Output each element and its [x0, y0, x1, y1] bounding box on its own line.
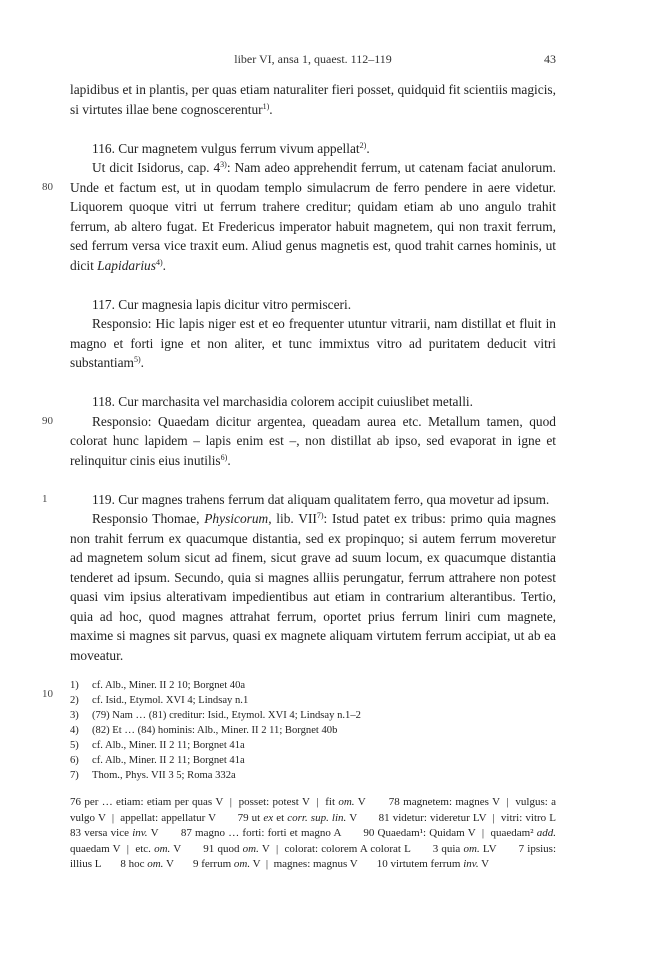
italic-title: Physicorum: [204, 511, 269, 526]
source-footnotes: [70, 678, 556, 783]
footnote-ref[interactable]: 1): [262, 101, 270, 111]
footnote-number: 7): [70, 770, 79, 781]
footnote-ref[interactable]: 2): [359, 140, 367, 150]
footnote: [70, 768, 556, 783]
footnote: [70, 723, 556, 738]
answer-116: [42, 158, 556, 275]
text-run: : Istud patet ex tribus: primo quia magnes non trahit ferrum ex quacumque distantia, sed ex propinquo; si autem ferrum moveretur ad magnetem solum sicut ad finem, sicut grave ad suum locum, ex quacumque distantia tenderet ad ipsum. Secundo, quia si magnes alliis perungatur, ferrum attrahere non potest quasi vim ipsius alterativam impedientibus aut etiam in contrarium alterantibus. Tertio, quia ad hoc, quod magnes attrahat ferrum, oportet prius ferrum liniri cum magnete, maxime si magnes sit parvus, quasi ex magnete aliquam virtutem ferrum accipiat, ut ab ea moveatur.: [70, 511, 557, 663]
answer-117: [70, 314, 556, 373]
text-run: .: [162, 257, 166, 273]
text-run: Responsio: Hic lapis niger est et eo frequenter utuntur vitrarii, nam distillat et fluit in magno et forti igne et non aliter, et tunc immixtus vitro ad puritatem deducit vitri substantiam: [70, 316, 556, 370]
footnote-ref[interactable]: 5): [133, 355, 141, 364]
text-run: , lib. VII: [268, 511, 317, 526]
text-run: 116. Cur magnetem vulgus ferrum vivum appellat: [92, 140, 360, 156]
text-run: .: [140, 355, 145, 370]
apparatus-siglum: om.: [154, 842, 171, 855]
footnote-text: (79) Nam … (81) creditur: Isid., Etymol. XVI 4; Lindsay n.1–2: [92, 710, 361, 721]
apparatus-text: V: [478, 858, 490, 870]
footnote-number: 5): [70, 740, 79, 751]
critical-apparatus: [70, 795, 576, 873]
question-116: [70, 139, 556, 159]
text-run: lapidibus et in plantis, per quas etiam naturaliter fieri posset, quidquid fit scientiis magicis, si virtutes illae bene cognoscerentur: [70, 82, 556, 117]
apparatus-siglum: om.: [147, 858, 164, 870]
footnote: [70, 738, 556, 753]
apparatus-text: V 9 ferrum: [163, 858, 234, 870]
line-number: 90: [42, 414, 53, 427]
footnote-text: cf. Alb., Miner. II 2 11; Borgnet 41a: [92, 755, 245, 766]
apparatus-text: V 78 magnetem: magnes V | vulgus: a vulgo V | appellat: appellatur V 79 ut: [70, 796, 559, 824]
apparatus-text: et: [273, 811, 288, 824]
text-run: Responsio Thomae,: [92, 511, 205, 526]
line-number: 10: [42, 687, 53, 700]
footnote-text: (82) Et … (84) hominis: Alb., Miner. II 2 11; Borgnet 40b: [92, 725, 338, 736]
page-number: 43: [544, 52, 556, 66]
footnote-text: cf. Isid., Etymol. XVI 4; Lindsay n.1: [92, 695, 249, 706]
apparatus-siglum: add.: [536, 827, 557, 839]
footnote-number: 3): [70, 710, 79, 721]
italic-title: Lapidarius: [97, 257, 156, 273]
apparatus-siglum: om.: [338, 796, 355, 808]
apparatus-text: V 91 quod: [170, 842, 243, 855]
text-run: Ut dicit Isidorus, cap. 4: [92, 160, 221, 175]
apparatus-text: LV 7 ipsius: illius L 8 hoc: [70, 842, 559, 870]
footnote-number: 1): [70, 680, 79, 691]
text-run: .: [366, 140, 370, 156]
paragraph-continuation: [70, 80, 556, 119]
answer-118: [42, 412, 556, 471]
text-run: 117. Cur magnesia lapis dicitur vitro permisceri.: [92, 296, 352, 312]
footnote: [70, 708, 556, 723]
apparatus-text: V 81 videtur: videretur LV | vitri: vitro L 83 versa vice: [70, 811, 576, 839]
question-118: [70, 392, 556, 412]
question-119: [42, 490, 556, 510]
apparatus-siglum: ex: [263, 811, 274, 824]
footnote: [70, 693, 556, 708]
apparatus-text: V | colorat: colorem A colorat L 3 quia: [258, 842, 464, 855]
apparatus-siglum: om.: [463, 842, 480, 855]
apparatus-text: quaedam V | etc.: [70, 827, 559, 855]
footnote-number: 4): [70, 725, 79, 736]
question-117: [70, 295, 556, 315]
line-number: 1: [42, 492, 48, 505]
text-run: 118. Cur marchasita vel marchasidia colorem accipit cuiuslibet metalli.: [92, 394, 474, 409]
apparatus-text: 76 per … etiam: etiam per quas V | posset: potest V | fit: [70, 796, 339, 808]
apparatus-text: V 87 magno … forti: forti et magno A 90 Quaedam¹: Quidam V | quaedam²: [147, 827, 537, 839]
text-run: .: [269, 101, 273, 117]
footnote: [70, 753, 556, 768]
footnote-number: 2): [70, 695, 79, 706]
apparatus-siglum: om.: [233, 858, 251, 870]
footnote-ref[interactable]: 6): [220, 452, 228, 462]
footnote-number: 6): [70, 755, 79, 766]
footnote-text: cf. Alb., Miner. II 2 11; Borgnet 41a: [92, 740, 245, 751]
line-number: 80: [42, 180, 53, 193]
text-run: 119. Cur magnes trahens ferrum dat aliquam qualitatem ferro, qua movetur ad ipsum.: [92, 491, 550, 507]
text-run: .: [227, 452, 231, 468]
apparatus-siglum: inv.: [132, 827, 148, 839]
apparatus-siglum: inv.: [463, 858, 479, 870]
apparatus-text: V | magnes: magnus V 10 virtutem ferrum: [250, 858, 464, 870]
footnote-ref[interactable]: 3): [220, 160, 227, 169]
running-title: liber VI, ansa 1, quaest. 112–119: [234, 52, 392, 66]
footnote-text: Thom., Phys. VII 3 5; Roma 332a: [92, 770, 236, 781]
footnote: [70, 678, 556, 693]
footnote-ref[interactable]: 4): [155, 257, 163, 267]
apparatus-siglum: om.: [242, 842, 259, 855]
footnote-text: cf. Alb., Miner. II 2 10; Borgnet 40a: [92, 680, 246, 691]
text-run: : Nam adeo apprehendit ferrum, ut catenam faciat anulorum. Unde et factum est, ut in quodam templo simulacrum de ferro pendere in aere videtur. Liquorem quoque vitri ut ferrum trahere creditur; quidam etiam ab uno angulo trahit ferrum, ab altero fugat. Et Fredericus imperator habuit magnetem, qui non traxit ferrum, sed ferrum versa vice traxit eum. Aliud genus magnetis est, quod trahit carnes hominis, ut dicit: [70, 160, 556, 273]
text-run: Responsio: Quaedam dicitur argentea, queadam aurea etc. Metallum tamen, quod colorat hunc lapidem – lapis enim est –, non distillat ab ipso, sed evaporat in igne et relinquitur cinis eius inutilis: [70, 413, 556, 468]
footnote-ref[interactable]: 7): [316, 511, 324, 520]
apparatus-siglum: corr. sup. lin.: [287, 811, 347, 824]
